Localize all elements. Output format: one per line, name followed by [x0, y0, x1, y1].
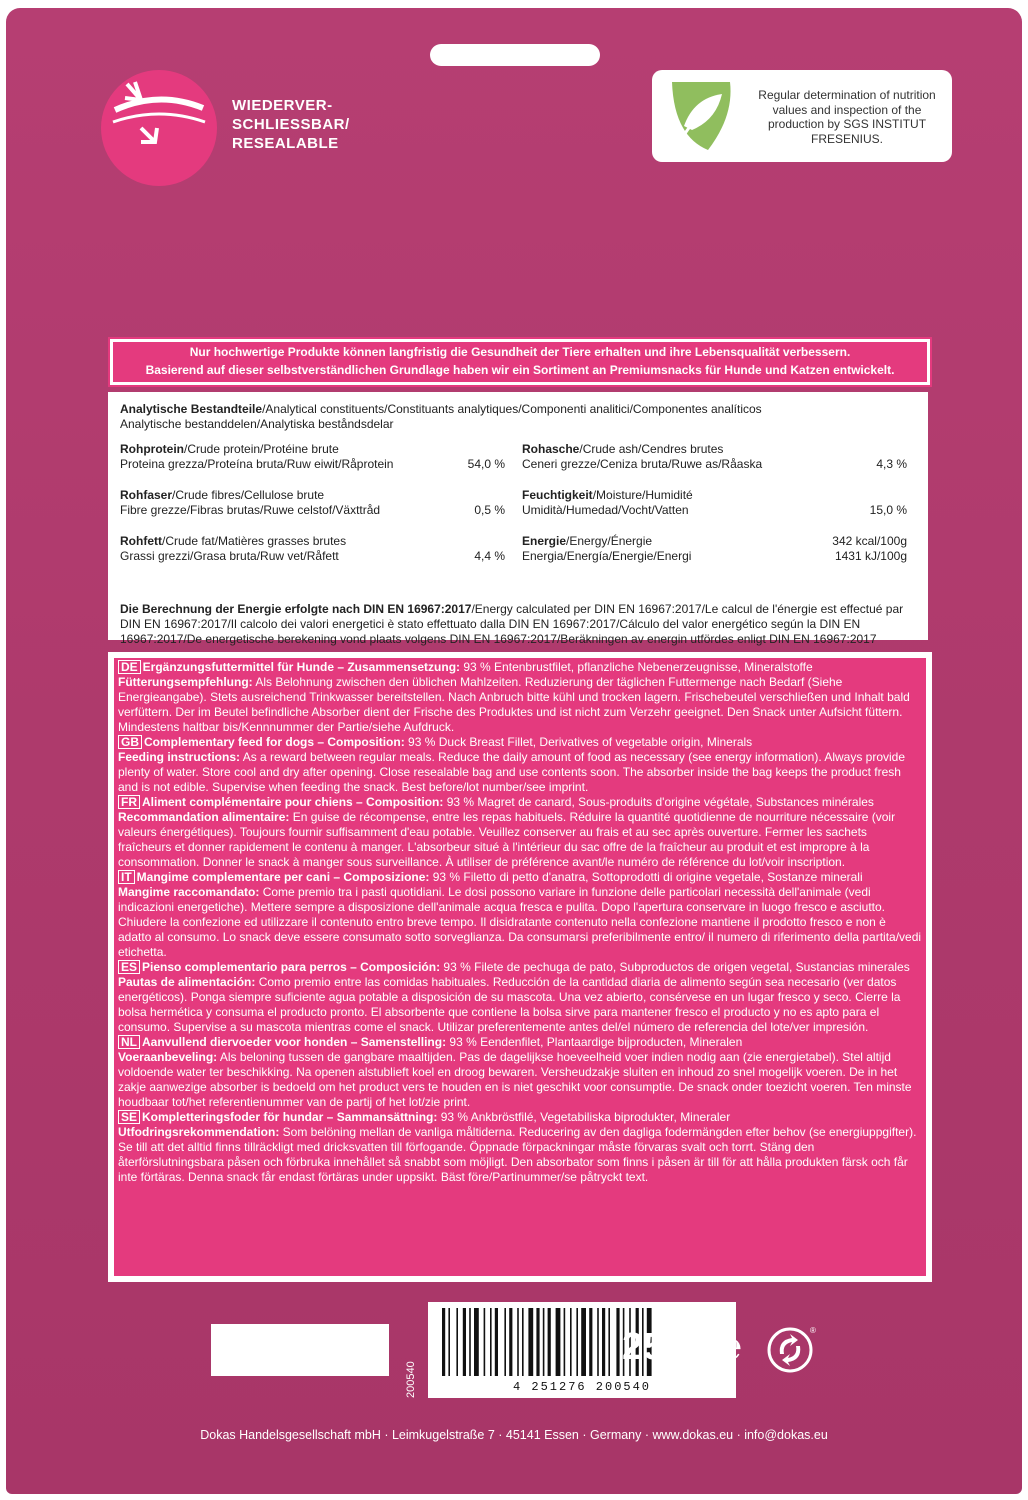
nutrient-name-line2: Umidità/Humedad/Vocht/Vatten — [522, 503, 689, 517]
nutrient-name-rest: /Energy/Énergie — [566, 534, 653, 548]
language-section-nl — [118, 1035, 922, 1110]
analytical-heading — [120, 402, 910, 432]
analytical-heading-line2: Analytische bestanddelen/Analytiska beståndsdelar — [120, 417, 394, 431]
energy-note-bold: Die Berechnung der Energie erfolgte nach DIN EN 16967:2017 — [120, 602, 472, 616]
nutrient-name-rest: /Crude fibres/Cellulose brute — [172, 488, 325, 502]
barcode-bar — [548, 1308, 551, 1376]
nutrient-name-line2: Energia/Energía/Energie/Energi — [522, 549, 692, 563]
language-code: IT — [118, 870, 135, 884]
barcode-bar — [576, 1308, 578, 1376]
composition-title: Aanvullend diervoeder voor honden – Samenstelling: — [142, 1035, 447, 1049]
composition-text: 93 % Eendenfilet, Plantaardige bijproducten, Mineralen — [446, 1035, 743, 1049]
barcode-bar — [616, 1308, 619, 1376]
barcode-bar — [474, 1308, 479, 1376]
barcode-bar — [469, 1308, 471, 1376]
feeding-text: Als Belohnung zwischen den üblichen Mahlzeiten. Reduzierung der täglichen Futtermenge nach Bedarf (Siehe Energieangabe). Stets ausreichend Trinkwasser bereitstellen. Nach Anbruch bitte kühl und trocken lagern. Frischebeutel verschließen und Inhalt bald verfüttern. Der im Beutel befindliche Absorber dient der Frische des Produktes und ist nicht zum Verzehr geeignet. Den Snack unter Aufsicht füttern. Mindestens haltbar bis/Kennnummer der Partie/siehe Aufdruck. — [118, 675, 910, 734]
nutrient-value-kcal: 342 kcal/100g — [832, 534, 907, 548]
composition-title: Mangime complementare per cani – Composizione: — [136, 870, 430, 884]
analytical-heading-rest: /Analytical constituents/Constituants analytiques/Componenti analitici/Componentes analíticos — [262, 402, 762, 416]
barcode-bar — [536, 1308, 539, 1376]
feeding-text: Som belöning mellan de vanliga måltiderna. Reducering av den dagliga fodermängden efter behov (se energiuppgifter). Se till att det alltid finns tillräckligt med dricksvatten till förfogande. Öppnade förpackningar måste förvaras svalt och torrt. Stäng den återförslutningsbara påsen och förbruka innehållet så snabbt som möjligt. Den absorbator som finns i påsen är till för att hålla produkten färsk och får inte förtäras. Denna snack får endast förtäras under uppsikt. Bäst före/Partinummer/se påtryckt text. — [118, 1125, 917, 1184]
feeding-info-box — [108, 652, 932, 1282]
feeding-label: Utfodringsrekommendation: — [118, 1125, 280, 1139]
feeding-label: Feeding instructions: — [118, 750, 241, 764]
language-section-se — [118, 1110, 922, 1185]
barcode-bar — [589, 1308, 592, 1376]
barcode-bar — [484, 1308, 486, 1376]
nutrient-name: Rohfaser — [120, 488, 173, 502]
nutrient-moisture — [522, 488, 907, 518]
composition-text: 93 % Filete de pechuga de pato, Subproductos de origen vegetal, Sustancias minerales — [440, 960, 910, 974]
barcode-bar — [448, 1308, 450, 1376]
barcode-bar — [602, 1308, 605, 1376]
energy-note-rest: /Energy calculated per DIN EN 16967:2017/Le calcul de l'énergie est effectué par DIN EN 16967:2017/Il calcolo dei valori energetici è stato effettuato dalla DIN EN 16967:2017/Cálculo del valor energético según la DIN EN 16967:2017/De energetische berekening vond plaats volgens DIN EN 16967:2017/Beräkningen av energin utfördes enligt DIN EN 16967:2017 — [120, 602, 904, 646]
feeding-text: Als beloning tussen de gangbare maaltijden. Pas de dagelijkse hoeveelheid voer indien nodig aan (zie energietabel). Stel altijd voldoende water ter beschikking. Na openen alstublieft koel en droog bewaren. Versheudzakje sluiten en inhoud zo snel mogelijk voeren. De in het zakje aanwezige absorber is bedoeld om het product vers te houden en is niet geschikt voor consumptie. De snack onder toezicht voeren. Ten minste houdbaar tot/het referentienummer van de partij of het lot/zie print. — [118, 1050, 912, 1109]
feeding-label: Pautas de alimentación: — [118, 975, 256, 989]
nutrient-name: Rohasche — [522, 442, 580, 456]
nutrient-protein — [120, 442, 505, 472]
nutrient-value: 4,4 % — [474, 549, 505, 563]
composition-title: Aliment complémentaire pour chiens – Composition: — [142, 795, 444, 809]
resealable-line2: SCHLIESSBAR/ — [232, 116, 350, 133]
barcode-bar — [564, 1308, 566, 1376]
barcode-bar — [517, 1308, 519, 1376]
resealable-label — [232, 96, 350, 153]
quality-banner — [108, 337, 932, 387]
nutrient-name-rest: /Crude fat/Matières grasses brutes — [162, 534, 347, 548]
weight-value: 250g — [622, 1326, 709, 1368]
language-code: FR — [118, 795, 140, 809]
language-code: NL — [118, 1035, 140, 1049]
barcode-bar — [442, 1308, 445, 1376]
nutrient-name-line2: Proteina grezza/Proteína bruta/Ruw eiwit/Råprotein — [120, 457, 394, 471]
nutrient-name-line2: Ceneri grezze/Ceniza bruta/Ruwe as/Råaska — [522, 457, 763, 471]
barcode-digits: 4 251276 200540 — [512, 1380, 652, 1394]
barcode-bar — [597, 1308, 599, 1376]
hang-hole — [430, 44, 600, 66]
composition-text: 93 % Magret de canard, Sous-produits d'origine végétale, Substances minérales — [443, 795, 874, 809]
nutrient-value: 1431 kJ/100g — [834, 549, 907, 563]
barcode-bar — [522, 1308, 524, 1376]
composition-title: Complementary feed for dogs – Composition: — [144, 735, 405, 749]
lot-number: 200540 — [405, 1361, 417, 1398]
resealable-line3: RESEALABLE — [232, 135, 339, 152]
language-code: DE — [118, 660, 141, 674]
feeding-text: Como premio entre las comidas habituales. Reducción de la cantidad diaria de alimento según sea necesario (ver datos energéticos). Ponga siempre suficiente agua potable a disposición de su mascota. Una vez abierto, consérvese en un lugar fresco y seco. Cierre la bolsa hermética y consuma el producto pronto. El absorbente que contiene la bolsa sirve para mantener fresco el producto y no es apto para el consumo. Supervise a su mascota mientras come el snack. Utilizar preferentemente antes del/el número de referencia del lote/ver impresión. — [118, 975, 901, 1034]
composition-text: 93 % Ankbröstfilé, Vegetabiliska biprodukter, Mineraler — [437, 1110, 731, 1124]
language-code: SE — [118, 1110, 140, 1124]
barcode-bar — [495, 1308, 498, 1376]
resealable-line1: WIEDERVER- — [232, 97, 333, 114]
nutrient-fat — [120, 534, 505, 564]
recycle-icon — [766, 1324, 816, 1374]
nutrient-name: Energie — [522, 534, 567, 548]
language-section-it — [118, 870, 922, 960]
analytical-heading-bold: Analytische Bestandteile — [120, 402, 263, 416]
composition-title: Ergänzungsfuttermittel für Hunde – Zusammensetzung: — [142, 660, 461, 674]
nutrient-ash — [522, 442, 907, 472]
nutrient-name: Rohfett — [120, 534, 162, 548]
barcode-bar — [570, 1308, 572, 1376]
language-sections — [114, 658, 926, 1276]
composition-text: 93 % Entenbrustfilet, pflanzliche Nebenerzeugnisse, Mineralstoffe — [460, 660, 813, 674]
resealable-icon — [101, 70, 217, 186]
barcode-bar — [608, 1308, 610, 1376]
nutrient-fibre — [120, 488, 505, 518]
nutrient-name: Rohprotein — [120, 442, 184, 456]
language-code: GB — [118, 735, 142, 749]
barcode-bar — [556, 1308, 561, 1376]
nutrient-name-line2: Fibre grezze/Fibras brutas/Ruwe celstof/Växttråd — [120, 503, 381, 517]
nutrient-name-rest: /Crude ash/Cendres brutes — [579, 442, 724, 456]
language-section-es — [118, 960, 922, 1035]
sgs-badge — [652, 70, 952, 162]
nutrient-name: Feuchtigkeit — [522, 488, 593, 502]
language-section-fr — [118, 795, 922, 870]
barcode-bar — [504, 1308, 506, 1376]
nutrient-name-rest: /Crude protein/Protéine brute — [184, 442, 339, 456]
language-code: ES — [118, 960, 140, 974]
feeding-label: Recommandation alimentaire: — [118, 810, 290, 824]
net-weight — [622, 1326, 742, 1369]
feeding-label: Mangime raccomandato: — [118, 885, 260, 899]
feeding-label: Voeraanbeveling: — [118, 1050, 218, 1064]
nutrient-value: 4,3 % — [876, 457, 907, 471]
composition-text: 93 % Duck Breast Fillet, Derivatives of vegetable origin, Minerals — [404, 735, 753, 749]
analytical-constituents-box — [108, 392, 928, 646]
composition-title: Pienso complementario para perros – Composición: — [142, 960, 441, 974]
svg-text:®: ® — [810, 1326, 816, 1335]
nutrient-value: 15,0 % — [869, 503, 907, 517]
banner-line1: Nur hochwertige Produkte können langfristig die Gesundheit der Tiere erhalten und ihre Lebensqualität verbessern. — [189, 345, 851, 359]
nutrient-name-line2: Grassi grezzi/Grasa bruta/Ruw vet/Råfett — [120, 549, 339, 563]
banner-line2: Basierend auf dieser selbstverständlichen Grundlage haben wir ein Sortiment an Premiumsnacks für Hunde und Katzen entwickelt. — [145, 363, 895, 377]
estimated-sign: ℮ — [719, 1326, 742, 1368]
company-footer: Dokas Handelsgesellschaft mbH · Leimkugelstraße 7 · 45141 Essen · Germany · www.dokas.eu · info@dokas.eu — [200, 1428, 828, 1442]
barcode-bar — [509, 1308, 512, 1376]
feeding-text: As a reward between regular meals. Reduce the daily amount of food as necessary (see energy information). Always provide plenty of water. Store cool and dry after opening. Close resealable bag and use contents soon. The absorber inside the bag keeps the product fresh and is not edible. Supervise when feeding the snack. Best before/lot number/see imprint. — [118, 750, 906, 794]
barcode-bar — [581, 1308, 586, 1376]
composition-title: Kompletteringsfoder för hundar – Sammansättning: — [142, 1110, 438, 1124]
nutrient-value: 54,0 % — [467, 457, 505, 471]
nutrient-name-rest: /Moisture/Humidité — [592, 488, 693, 502]
composition-text: 93 % Filetto di petto d'anatra, Sottoprodotti di origine vegetale, Sostanze minerali — [429, 870, 863, 884]
barcode-bar — [490, 1308, 492, 1376]
leaf-icon — [664, 76, 738, 156]
blank-label-area — [211, 1324, 389, 1376]
barcode-bar — [528, 1308, 533, 1376]
barcode-bar — [543, 1308, 545, 1376]
feeding-text: En guise de récompense, entre les repas habituels. Réduire la quantité quotidienne de nourriture nécessaire (voir valeurs énergétiques). Toujours fournir suffisamment d'eau potable. Veuillez conserver au frais et au sec après ouverture. Fermer les sachets fraîcheurs et donner rapidement le contenu à manger. L'absorbeur situé à l'intérieur du sac offre de la fraîcheur au produit et est impropre à la consommation. Donner le snack à manger sous surveillance. À utiliser de préférence avant/le numéro de référence du lot/voir inscription. — [118, 810, 896, 869]
sgs-text: Regular determination of nutrition values and inspection of the production by SGS INSTITUT FRESENIUS. — [758, 88, 936, 146]
language-section-gb — [118, 735, 922, 795]
feeding-label: Fütterungsempfehlung: — [118, 675, 253, 689]
energy-note — [120, 602, 920, 647]
barcode-bar — [456, 1308, 458, 1376]
nutrient-energy — [522, 534, 907, 564]
barcode-bar — [463, 1308, 466, 1376]
nutrient-value: 0,5 % — [474, 503, 505, 517]
feeding-text: Come premio tra i pasti quotidiani. Le dosi possono variare in funzione delle particolari necessità dell'animale (vedi indicazioni energetiche). Mettere sempre a disposizione dell'animale acqua fresca e pulita. Dopo l'apertura conservare in luogo fresco e asciutto. Chiudere la confezione ed utilizzare il contenuto entro breve tempo. Il disidratante contenuto nella confezione mantiene il prodotto fresco e non è adatto al consumo. Lo snack deve essere consumato sotto sorveglianza. Da consumarsi preferibilmente entro/ il numero di riferimento della partita/vedi etichetta. — [118, 885, 922, 959]
language-section-de — [118, 660, 922, 735]
